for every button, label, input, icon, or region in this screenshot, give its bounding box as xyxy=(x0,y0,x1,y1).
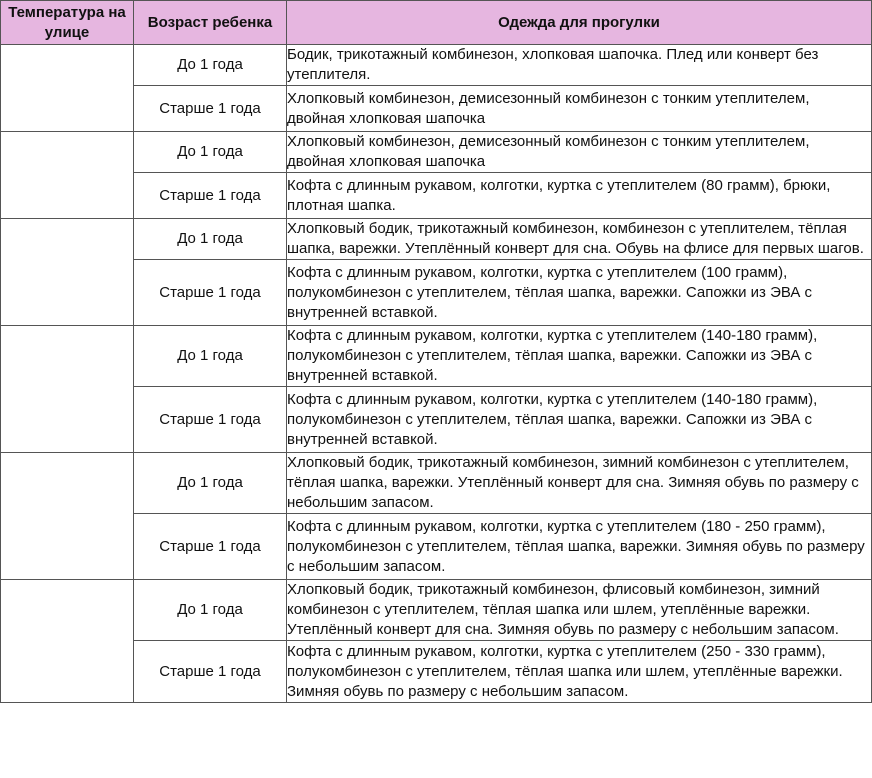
clothes-cell: Хлопковый комбинезон, демисезонный комбинезон с тонким утеплителем, двойная хлопковая шапочка xyxy=(287,86,872,132)
table-row xyxy=(1,326,872,387)
clothes-cell: Кофта с длинным рукавом, колготки, куртка с утеплителем (140-180 грамм), полукомбинезон с утеплителем, тёплая шапка, варежки. Сапожки из ЭВА с внутренней вставкой. xyxy=(287,387,872,453)
age-cell: До 1 года xyxy=(134,219,287,260)
temperature-cell xyxy=(1,453,134,580)
age-cell: Старше 1 года xyxy=(134,86,287,132)
age-cell: До 1 года xyxy=(134,132,287,173)
age-cell: До 1 года xyxy=(134,45,287,86)
age-cell: До 1 года xyxy=(134,580,287,641)
clothes-cell: Хлопковый бодик, трикотажный комбинезон, комбинезон с утеплителем, тёплая шапка, варежки. Утеплённый конверт для сна. Обувь на флисе для первых шагов. xyxy=(287,219,872,260)
clothes-cell: Кофта с длинным рукавом, колготки, куртка с утеплителем (250 - 330 грамм), полукомбинезон с утеплителем, тёплая шапка или шлем, утеплённые варежки. Зимняя обувь по размеру с небольшим запасом. xyxy=(287,641,872,703)
header-walk-clothes: Одежда для прогулки xyxy=(287,1,872,45)
table-row xyxy=(1,219,872,260)
clothes-cell: Кофта с длинным рукавом, колготки, куртка с утеплителем (180 - 250 грамм), полукомбинезон с утеплителем, тёплая шапка, варежки. Зимняя обувь по размеру с небольшим запасом. xyxy=(287,514,872,580)
clothes-cell: Хлопковый бодик, трикотажный комбинезон, зимний комбинезон с утеплителем, тёплая шапка, варежки. Утеплённый конверт для сна. Зимняя обувь по размеру с небольшим запасом. xyxy=(287,453,872,514)
temperature-cell xyxy=(1,326,134,453)
clothes-cell: Хлопковый бодик, трикотажный комбинезон, флисовый комбинезон, зимний комбинезон с утеплителем, тёплая шапка или шлем, утеплённые варежки. Утеплённый конверт для сна. Зимняя обувь по размеру с небольшим запасом. xyxy=(287,580,872,641)
table-row xyxy=(1,132,872,173)
temperature-cell xyxy=(1,219,134,326)
clothes-cell: Бодик, трикотажный комбинезон, хлопковая шапочка. Плед или конверт без утеплителя. xyxy=(287,45,872,86)
header-child-age: Возраст ребенка xyxy=(134,1,287,45)
temperature-cell xyxy=(1,45,134,132)
age-cell: Старше 1 года xyxy=(134,514,287,580)
age-cell: Старше 1 года xyxy=(134,641,287,703)
clothes-cell: Хлопковый комбинезон, демисезонный комбинезон с тонким утеплителем, двойная хлопковая шапочка xyxy=(287,132,872,173)
age-cell: До 1 года xyxy=(134,453,287,514)
clothes-cell: Кофта с длинным рукавом, колготки, куртка с утеплителем (100 грамм), полукомбинезон с утеплителем, тёплая шапка, варежки. Сапожки из ЭВА с внутренней вставкой. xyxy=(287,260,872,326)
table-row xyxy=(1,580,872,641)
age-cell: Старше 1 года xyxy=(134,173,287,219)
table-row xyxy=(1,45,872,86)
temperature-cell xyxy=(1,580,134,703)
header-temperature: Температура на улице xyxy=(1,1,134,45)
age-cell: Старше 1 года xyxy=(134,387,287,453)
table-header-row xyxy=(1,1,872,45)
temperature-cell xyxy=(1,132,134,219)
age-cell: Старше 1 года xyxy=(134,260,287,326)
clothes-cell: Кофта с длинным рукавом, колготки, куртка с утеплителем (140-180 грамм), полукомбинезон с утеплителем, тёплая шапка, варежки. Сапожки из ЭВА с внутренней вставкой. xyxy=(287,326,872,387)
table-row xyxy=(1,453,872,514)
clothes-cell: Кофта с длинным рукавом, колготки, куртка с утеплителем (80 грамм), брюки, плотная шапка. xyxy=(287,173,872,219)
age-cell: До 1 года xyxy=(134,326,287,387)
